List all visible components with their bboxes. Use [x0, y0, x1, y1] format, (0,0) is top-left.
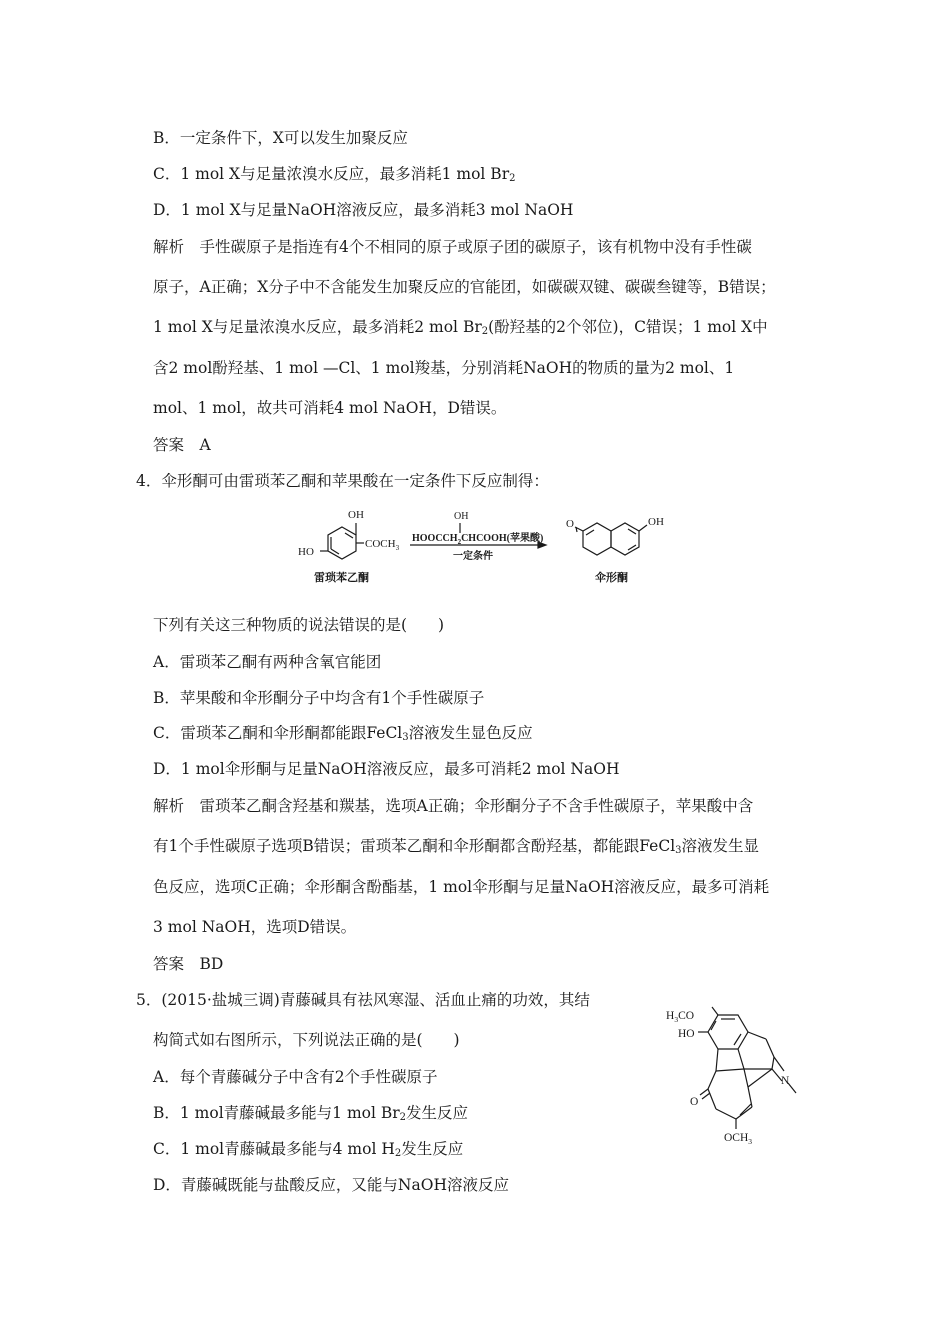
q4-answer: 答案 BD [153, 955, 224, 973]
q4-analysis-line-2: 有1个手性碳原子选项B错误；雷琐苯乙酮和伞形酮都含酚羟基，都能跟FeCl$_3$溶液发生显 [153, 837, 760, 856]
nitrogen-label: N [781, 1075, 790, 1087]
q4-question: 下列有关这三种物质的说法错误的是( ) [153, 616, 445, 634]
q3-analysis-line-4: 含2 mol酚羟基、1 mol —Cl、1 mol羧基，分别消耗NaOH的物质的量为2 mol、1 [153, 359, 735, 377]
q5-option-d: D．青藤碱既能与盐酸反应，又能与NaOH溶液反应 [153, 1176, 509, 1194]
q3-option-b: B．一定条件下，X可以发生加聚反应 [153, 129, 408, 147]
reagent-formula: $HOOCCH_2CHCOOH$(苹果酸) [412, 533, 544, 546]
q5-stem-line-2: 构简式如右图所示，下列说法正确的是( ) [153, 1031, 460, 1049]
carbonyl-oxygen-label: O [690, 1096, 699, 1108]
reactant-acetyl-label: $COCH_3$ [365, 538, 400, 552]
bottom-methoxy-label: $OCH_3$ [724, 1132, 753, 1146]
q4-option-a: A．雷琐苯乙酮有两种含氧官能团 [153, 653, 382, 671]
q4-analysis-line-3: 色反应，选项C正确；伞形酮含酚酯基，1 mol伞形酮与足量NaOH溶液反应，最多可消耗 [153, 878, 770, 896]
product-oh-label: OH [648, 516, 664, 528]
q3-answer: 答案 A [153, 436, 211, 454]
reagent-oh-label: OH [454, 511, 469, 522]
q3-analysis-line-2: 原子，A正确；X分子中不含能发生加聚反应的官能团，如碳碳双键、碳碳叁键等，B错误； [153, 278, 776, 296]
reactant-name: 雷琐苯乙酮 [314, 572, 369, 584]
q3-option-c: C．1 mol X与足量浓溴水反应，最多消耗1 mol $Br_2$ [153, 165, 516, 184]
q5-option-c: C．1 mol青藤碱最多能与4 mol $H_2$发生反应 [153, 1140, 464, 1159]
reaction-scheme [290, 505, 670, 597]
q5-stem-line-1: 5．(2015·盐城三调)青藤碱具有祛风寒湿、活血止痛的功效，其结 [136, 991, 590, 1009]
q3-analysis-line-5: mol、1 mol，故共可消耗4 mol NaOH，D错误。 [153, 399, 507, 417]
q3-analysis-line-1: 解析 手性碳原子是指连有4个不相同的原子或原子团的碳原子，该有机物中没有手性碳 [153, 238, 752, 256]
q4-analysis-line-1: 解析 雷琐苯乙酮含羟基和羰基，选项A正确；伞形酮分子不含手性碳原子，苹果酸中含 [153, 797, 754, 815]
q4-analysis-line-4: 3 mol NaOH，选项D错误。 [153, 918, 357, 936]
q4-option-b: B．苹果酸和伞形酮分子中均含有1个手性碳原子 [153, 689, 485, 707]
q4-option-c: C．雷琐苯乙酮和伞形酮都能跟FeCl$_3$溶液发生显色反应 [153, 724, 533, 743]
hydroxyl-label: HO [678, 1028, 695, 1040]
top-methoxy-label: $H_3CO$ [666, 1010, 695, 1024]
sinomenine-structure [660, 1005, 810, 1153]
product-name: 伞形酮 [595, 572, 628, 584]
q3-option-d: D．1 mol X与足量NaOH溶液反应，最多消耗3 mol NaOH [153, 201, 574, 219]
q4-stem: 4．伞形酮可由雷琐苯乙酮和苹果酸在一定条件下反应制得： [136, 472, 549, 490]
reaction-condition: 一定条件 [453, 551, 493, 562]
reactant-oh-label: OH [348, 509, 364, 521]
q4-option-d: D．1 mol伞形酮与足量NaOH溶液反应，最多可消耗2 mol NaOH [153, 760, 620, 778]
q3-analysis-line-3: 1 mol X与足量浓溴水反应，最多消耗2 mol $Br_2$(酚羟基的2个邻位)，C错误；1 mol X中 [153, 318, 768, 337]
q5-option-b: B．1 mol青藤碱最多能与1 mol $Br_2$发生反应 [153, 1104, 469, 1123]
reactant-ho-label: HO [298, 546, 314, 558]
product-carbonyl-o: O [566, 518, 574, 530]
q5-option-a: A．每个青藤碱分子中含有2个手性碳原子 [153, 1068, 438, 1086]
